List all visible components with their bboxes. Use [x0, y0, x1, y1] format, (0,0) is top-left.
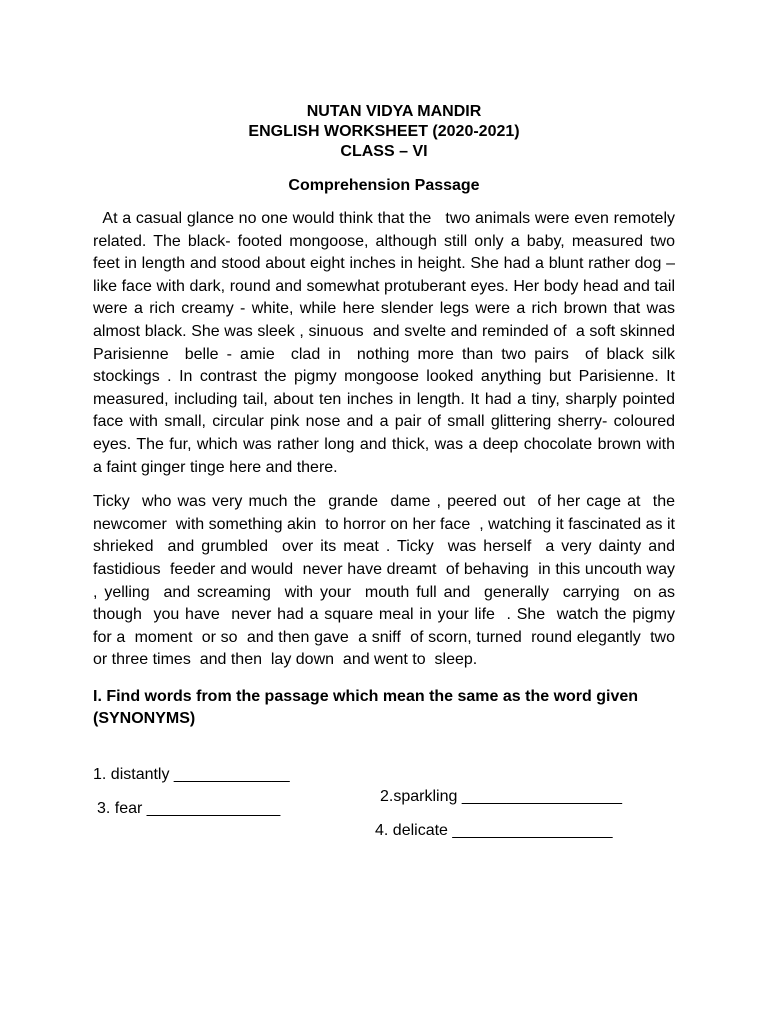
- worksheet-title: ENGLISH WORKSHEET (2020-2021): [248, 123, 520, 140]
- section-title: Comprehension Passage: [288, 177, 480, 194]
- answer-row: [93, 776, 675, 839]
- question-heading: I. Find words from the passage which mean the same as the word given (SYNONYMS): [93, 687, 639, 727]
- school-name: NUTAN VIDYA MANDIR: [306, 103, 482, 120]
- answer-item-4: 4. delicate __________________: [375, 821, 613, 839]
- passage-paragraph-2: Ticky who was very much the grande dame , peered out of her cage at the newcomer with something akin to horror on her face , watching it fascinated as it shrieked and grumbled over its meat . Ticky was herself a very dainty and fastidious feeder and would never have dreamt of behaving in this uncouth way , yelling and screaming with your mouth full and generally carrying on as though you have never had a square meal in your life . She watch the pigmy for a moment or so and then gave a sniff of scorn, turned round elegantly two or three times and then lay down and went to sleep.: [93, 493, 684, 669]
- answer-item-3: 3. fear _______________: [97, 799, 281, 817]
- passage-paragraph-1: At a casual glance no one would think that the two animals were even remotely related. The black- footed mongoose, although still only a baby, measured two feet in length and stood about eight inches in height. She had a blunt rather dog – like face with dark, round and somewhat protuberant eyes. Her body head and tail were a rich creamy - white, while here slender legs were a rich brown that was almost black. She was sleek , sinuous and svelte and reminded of a soft skinned Parisienne belle - amie clad in nothing more than two pairs of black silk stockings . In contrast the pigmy mongoose looked anything but Parisienne. It measured, including tail, about ten inches in length. It had a tiny, sharply pointed face with small, circular pink nose and a pair of small glittering sherry- coloured eyes. The fur, which was rather long and thick, was a deep chocolate brown with a faint ginger tinge here and there.: [93, 210, 680, 476]
- worksheet-page: [93, 102, 684, 839]
- answer-row: [93, 742, 675, 805]
- answer-item-2: 2.sparkling __________________: [380, 787, 622, 805]
- class-label: CLASS – VI: [340, 143, 428, 160]
- answer-item-1: 1. distantly _____________: [93, 765, 290, 783]
